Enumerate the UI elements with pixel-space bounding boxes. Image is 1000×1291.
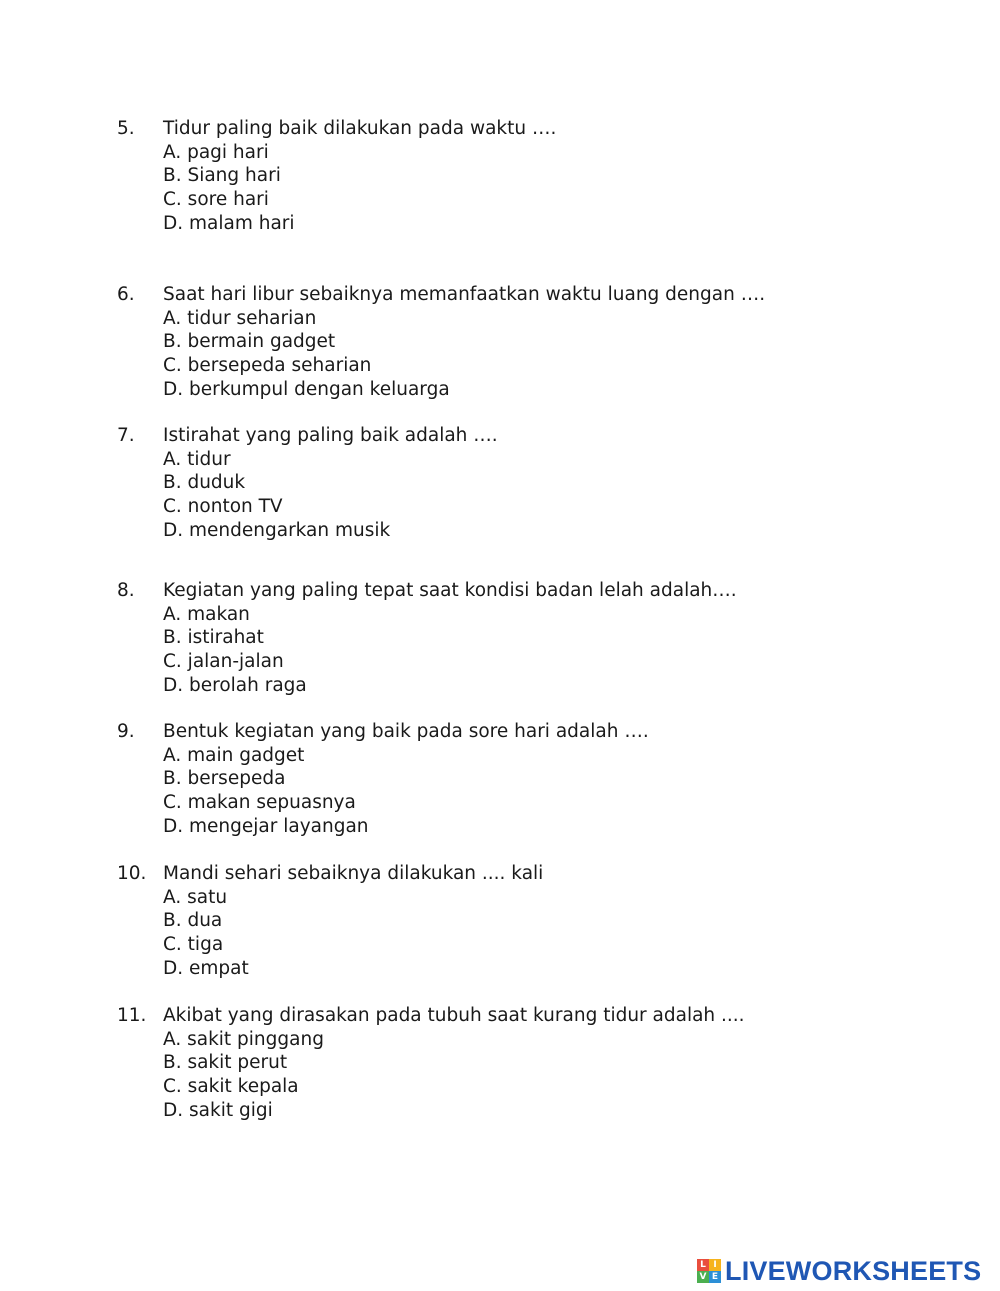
option-b: B. Siang hari bbox=[163, 165, 281, 187]
brand-name: LIVEWORKSHEETS bbox=[725, 1255, 982, 1286]
option-c: C. bersepeda seharian bbox=[163, 355, 372, 377]
question-number: 5. bbox=[117, 118, 135, 139]
option-a: A. sakit pinggang bbox=[163, 1028, 324, 1050]
logo-letter-l: L bbox=[697, 1259, 709, 1271]
question-text: Mandi sehari sebaiknya dilakukan .... kali bbox=[163, 863, 544, 884]
option-a: A. main gadget bbox=[163, 744, 305, 766]
option-c: C. nonton TV bbox=[163, 496, 283, 518]
option-a: A. tidur bbox=[163, 448, 231, 470]
option-a: A. satu bbox=[163, 886, 228, 908]
option-d: D. malam hari bbox=[163, 212, 295, 234]
option-d: D. empat bbox=[163, 957, 249, 979]
option-d: D. berkumpul dengan keluarga bbox=[163, 378, 450, 400]
option-b: B. bermain gadget bbox=[163, 331, 336, 353]
logo-letter-v: V bbox=[697, 1271, 709, 1283]
question-text: Saat hari libur sebaiknya memanfaatkan waktu luang dengan …. bbox=[163, 284, 766, 305]
option-c: C. sakit kepala bbox=[163, 1076, 299, 1098]
option-d: D. mengejar layangan bbox=[163, 815, 369, 837]
question-text: Bentuk kegiatan yang baik pada sore hari adalah …. bbox=[163, 721, 649, 742]
question-11 bbox=[117, 1004, 877, 1123]
option-b: B. sakit perut bbox=[163, 1052, 288, 1074]
option-a: A. pagi hari bbox=[163, 141, 269, 163]
question-number: 10. bbox=[117, 863, 147, 884]
question-7 bbox=[117, 424, 877, 543]
option-b: B. istirahat bbox=[163, 627, 264, 649]
question-6 bbox=[117, 283, 877, 402]
option-d: D. mendengarkan musik bbox=[163, 519, 391, 541]
question-8 bbox=[117, 579, 877, 698]
question-10 bbox=[117, 862, 877, 981]
question-number: 9. bbox=[117, 721, 135, 742]
option-b: B. duduk bbox=[163, 472, 246, 494]
option-b: B. dua bbox=[163, 910, 223, 932]
question-number: 11. bbox=[117, 1005, 147, 1026]
option-c: C. jalan-jalan bbox=[163, 651, 284, 673]
question-text: Kegiatan yang paling tepat saat kondisi badan lelah adalah…. bbox=[163, 580, 737, 601]
question-9 bbox=[117, 720, 877, 839]
logo-letter-i: I bbox=[709, 1259, 721, 1271]
logo-letter-e: E bbox=[709, 1271, 721, 1283]
option-c: C. tiga bbox=[163, 934, 224, 956]
question-text: Akibat yang dirasakan pada tubuh saat kurang tidur adalah .... bbox=[163, 1005, 745, 1026]
question-number: 7. bbox=[117, 425, 135, 446]
liveworksheets-icon bbox=[697, 1259, 721, 1283]
option-c: C. makan sepuasnya bbox=[163, 792, 356, 814]
option-c: C. sore hari bbox=[163, 189, 269, 211]
question-text: Tidur paling baik dilakukan pada waktu …. bbox=[163, 118, 557, 139]
option-a: A. makan bbox=[163, 603, 250, 625]
liveworksheets-logo bbox=[697, 1256, 981, 1286]
option-d: D. sakit gigi bbox=[163, 1099, 273, 1121]
option-b: B. bersepeda bbox=[163, 768, 286, 790]
option-d: D. berolah raga bbox=[163, 674, 307, 696]
question-number: 8. bbox=[117, 580, 135, 601]
question-number: 6. bbox=[117, 284, 135, 305]
question-5 bbox=[117, 117, 877, 236]
question-text: Istirahat yang paling baik adalah …. bbox=[163, 425, 498, 446]
option-a: A. tidur seharian bbox=[163, 307, 317, 329]
